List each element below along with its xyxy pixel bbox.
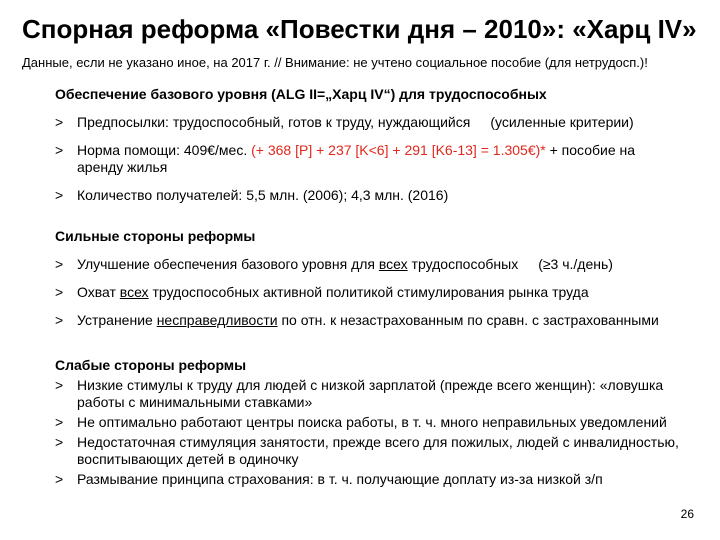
bullet-prerequisites [55,114,685,131]
bullet-text: Количество получателей: 5,5 млн. (2006); 4,3 млн. (2016) [77,187,449,203]
bullet-text: Не оптимально работают центры поиска работы, в т. ч. много неправильных уведомлений [77,414,667,430]
slide-subtitle: Данные, если не указано иное, на 2017 г. // Внимание: не учтено социальное пособие (для нетрудосп.)! [22,55,648,70]
bullet-aid-rate [55,142,685,176]
bullet-text-tail: трудоспособных активной политикой стимулирования рынка труда [152,284,589,300]
bullet-weakness-3 [55,434,685,468]
bullet-text-tail: по отн. к незастрахованным по сравн. с застрахованными [281,312,659,328]
bullet-marker: > [55,114,64,130]
heading-basic-provision: Обеспечение базового уровня (ALG II=„Харц IV“) для трудоспособных [55,86,547,102]
bullet-marker: > [55,142,64,158]
bullet-text-tail: трудоспособных [411,256,519,272]
bullet-marker: > [55,471,64,487]
bullet-marker: > [55,256,64,272]
bullet-text-tail: + пособие на аренду жилья [77,142,636,175]
bullet-recipients [55,187,685,204]
slide-content [55,86,685,488]
bullet-strength-3 [55,312,685,329]
bullet-weakness-4 [55,471,685,488]
bullet-text: Охват [77,284,116,300]
heading-strengths: Сильные стороны реформы [55,228,256,244]
bullet-weakness-1 [55,377,685,411]
bullet-text: Норма помощи: 409€/мес. [77,142,248,158]
bullet-text-underlined: всех [378,256,408,272]
bullet-marker: > [55,312,64,328]
bullet-text-note: (≥3 ч./день) [538,256,613,272]
bullet-marker: > [55,414,64,430]
bullet-text: Недостаточная стимуляция занятости, прежде всего для пожилых, людей с инвалидностью, воспитывающих детей в одиночку [77,434,679,467]
bullet-text: Предпосылки: трудоспособный, готов к труду, нуждающийся [77,114,471,130]
bullet-text: Улучшение обеспечения базового уровня для [77,256,375,272]
bullet-text-note: (усиленные критерии) [490,114,634,130]
bullet-text-highlight: (+ 368 [P] + 237 [K<6] + 291 [K6-13] = 1.305€)* [251,142,546,158]
heading-weaknesses: Слабые стороны реформы [55,357,247,373]
bullet-text-underlined: всех [119,284,149,300]
bullet-text-underlined: несправедливости [156,312,278,328]
bullet-strength-2 [55,284,685,301]
page-number: 26 [680,507,694,521]
bullet-text: Размывание принципа страхования: в т. ч. получающие доплату из-за низкой з/п [77,471,603,487]
bullet-weakness-2 [55,414,685,431]
bullet-marker: > [55,187,64,203]
bullet-marker: > [55,434,64,450]
slide-title: Спорная реформа «Повестки дня – 2010»: «Харц IV» [22,14,697,44]
bullet-marker: > [55,284,64,300]
bullet-text: Устранение [77,312,153,328]
bullet-marker: > [55,377,64,393]
bullet-text: Низкие стимулы к труду для людей с низкой зарплатой (прежде всего женщин): «ловушка работы с минимальными ставками» [77,377,664,410]
bullet-strength-1 [55,256,685,273]
